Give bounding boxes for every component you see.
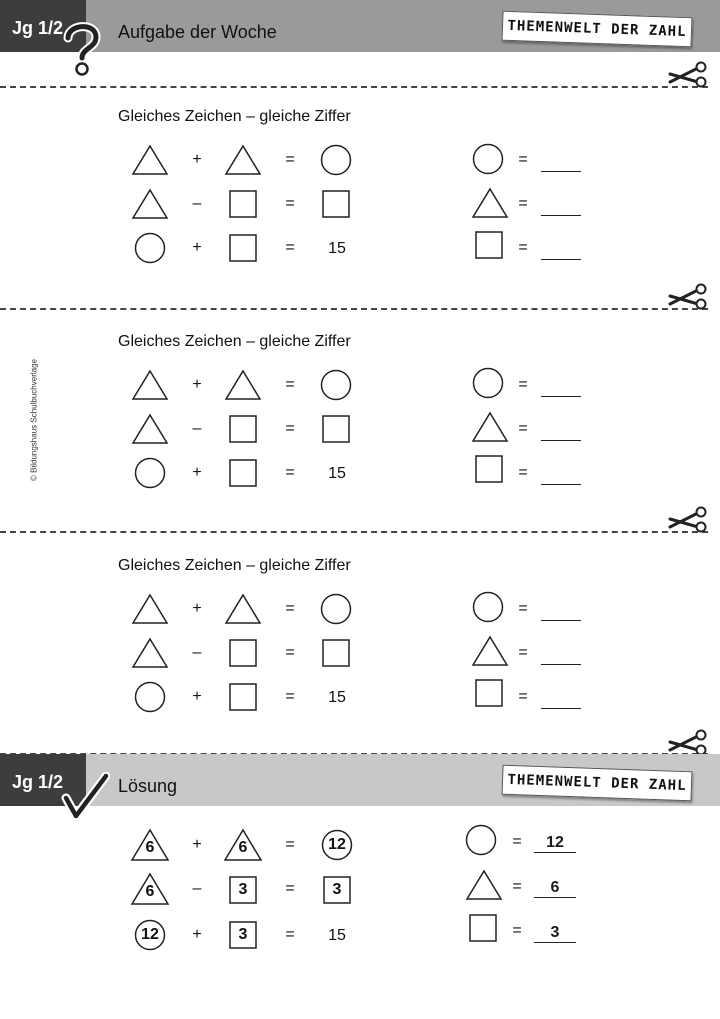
equals-sign: =: [512, 922, 522, 939]
page-title: Aufgabe der Woche: [118, 22, 277, 42]
triangle-icon: [131, 369, 169, 401]
equals-sign: =: [285, 836, 295, 853]
answer-blank[interactable]: [541, 664, 581, 665]
triangle-icon: [471, 187, 509, 219]
answer-blank[interactable]: [541, 396, 581, 397]
circle-icon: [134, 457, 166, 489]
checkmark-icon: [60, 772, 110, 824]
equals-sign: =: [285, 376, 295, 393]
equals-sign: =: [285, 420, 295, 437]
plus-sign: +: [192, 239, 202, 256]
square-icon: [322, 639, 350, 667]
equals-sign: =: [285, 688, 295, 705]
equals-sign: =: [285, 926, 295, 943]
cut-line-1: [0, 86, 708, 88]
scissors-icon: [668, 728, 708, 756]
answer-blank[interactable]: [541, 215, 581, 216]
solution-title: Lösung: [118, 776, 178, 796]
plus-sign: +: [192, 464, 202, 481]
minus-sign: –: [192, 195, 202, 212]
section-title: Gleiches Zeichen – gleiche Ziffer: [118, 557, 351, 574]
circle-icon: [320, 369, 352, 401]
grade-label: Jg 1/2: [12, 772, 64, 792]
square-icon: [229, 190, 257, 218]
plus-sign: +: [192, 600, 202, 617]
answer-triangle: 6: [534, 879, 576, 898]
triangle-icon: [131, 413, 169, 445]
plus-sign: +: [192, 151, 202, 168]
equals-sign: =: [518, 239, 528, 256]
square-icon: [229, 683, 257, 711]
equals-sign: =: [285, 464, 295, 481]
equals-sign: =: [512, 878, 522, 895]
minus-sign: –: [192, 420, 202, 437]
square-icon: [322, 190, 350, 218]
section-title: Gleiches Zeichen – gleiche Ziffer: [118, 108, 351, 125]
square-icon: [475, 455, 503, 483]
plus-sign: +: [192, 926, 202, 943]
square-icon: 3: [229, 876, 257, 904]
answer-blank[interactable]: [541, 708, 581, 709]
equals-sign: =: [518, 151, 528, 168]
minus-sign: –: [192, 880, 202, 897]
answer-blank[interactable]: [541, 171, 581, 172]
triangle-icon: [465, 869, 503, 901]
grade-badge: [0, 754, 86, 806]
equals-sign: =: [285, 239, 295, 256]
plus-sign: +: [192, 688, 202, 705]
circle-icon: [465, 824, 497, 856]
theme-label: THEMENWELT DER ZAHL: [502, 765, 693, 802]
square-icon: [322, 415, 350, 443]
scissors-icon: [668, 60, 708, 88]
circle-icon: [472, 367, 504, 399]
cut-line-2: [0, 308, 708, 310]
circle-icon: [320, 593, 352, 625]
square-icon: [229, 415, 257, 443]
equals-sign: =: [518, 195, 528, 212]
equals-sign: =: [518, 420, 528, 437]
equals-sign: =: [518, 376, 528, 393]
circle-icon: [134, 681, 166, 713]
answer-blank[interactable]: [541, 259, 581, 260]
circle-icon: [472, 143, 504, 175]
equals-sign: =: [518, 600, 528, 617]
equals-sign: =: [518, 644, 528, 661]
grade-label: Jg 1/2: [12, 18, 64, 38]
question-mark-icon: [62, 20, 102, 76]
copyright-note: © Bildungshaus Schulbuchverlage: [29, 359, 39, 481]
equals-sign: =: [285, 195, 295, 212]
equals-sign: =: [518, 688, 528, 705]
equals-sign: =: [518, 464, 528, 481]
triangle-icon: [131, 637, 169, 669]
square-icon: [229, 459, 257, 487]
circle-icon: [320, 144, 352, 176]
circle-icon: 12: [134, 919, 166, 951]
result-value: 15: [328, 240, 346, 257]
section-title: Gleiches Zeichen – gleiche Ziffer: [118, 333, 351, 350]
answer-square: 3: [534, 924, 576, 943]
equals-sign: =: [285, 151, 295, 168]
square-icon: [229, 639, 257, 667]
triangle-icon: [471, 635, 509, 667]
grade-badge: [0, 0, 86, 52]
worksheet-header: [0, 0, 720, 52]
circle-icon: [134, 232, 166, 264]
square-icon: [229, 234, 257, 262]
plus-sign: +: [192, 376, 202, 393]
scissors-icon: [668, 282, 708, 310]
answer-blank[interactable]: [541, 620, 581, 621]
equals-sign: =: [285, 880, 295, 897]
minus-sign: –: [192, 644, 202, 661]
circle-icon: [472, 591, 504, 623]
square-icon: 3: [229, 921, 257, 949]
answer-blank[interactable]: [541, 484, 581, 485]
triangle-icon: 6: [223, 828, 263, 862]
answer-blank[interactable]: [541, 440, 581, 441]
result-value: 15: [328, 689, 346, 706]
triangle-icon: 6: [130, 872, 170, 906]
result-value: 15: [328, 465, 346, 482]
plus-sign: +: [192, 836, 202, 853]
triangle-icon: [224, 369, 262, 401]
square-icon: [475, 679, 503, 707]
equals-sign: =: [512, 833, 522, 850]
cut-line-3: [0, 531, 708, 533]
square-icon: [469, 914, 497, 942]
answer-circle: 12: [534, 834, 576, 853]
triangle-icon: [224, 593, 262, 625]
square-icon: 3: [323, 876, 351, 904]
triangle-icon: 6: [130, 828, 170, 862]
theme-label: THEMENWELT DER ZAHL: [502, 11, 693, 48]
triangle-icon: [471, 411, 509, 443]
triangle-icon: [131, 593, 169, 625]
solution-header: [0, 754, 720, 806]
circle-icon: 12: [321, 829, 353, 861]
result-value: 15: [328, 927, 346, 944]
triangle-icon: [224, 144, 262, 176]
triangle-icon: [131, 144, 169, 176]
scissors-icon: [668, 505, 708, 533]
equals-sign: =: [285, 600, 295, 617]
triangle-icon: [131, 188, 169, 220]
square-icon: [475, 231, 503, 259]
equals-sign: =: [285, 644, 295, 661]
